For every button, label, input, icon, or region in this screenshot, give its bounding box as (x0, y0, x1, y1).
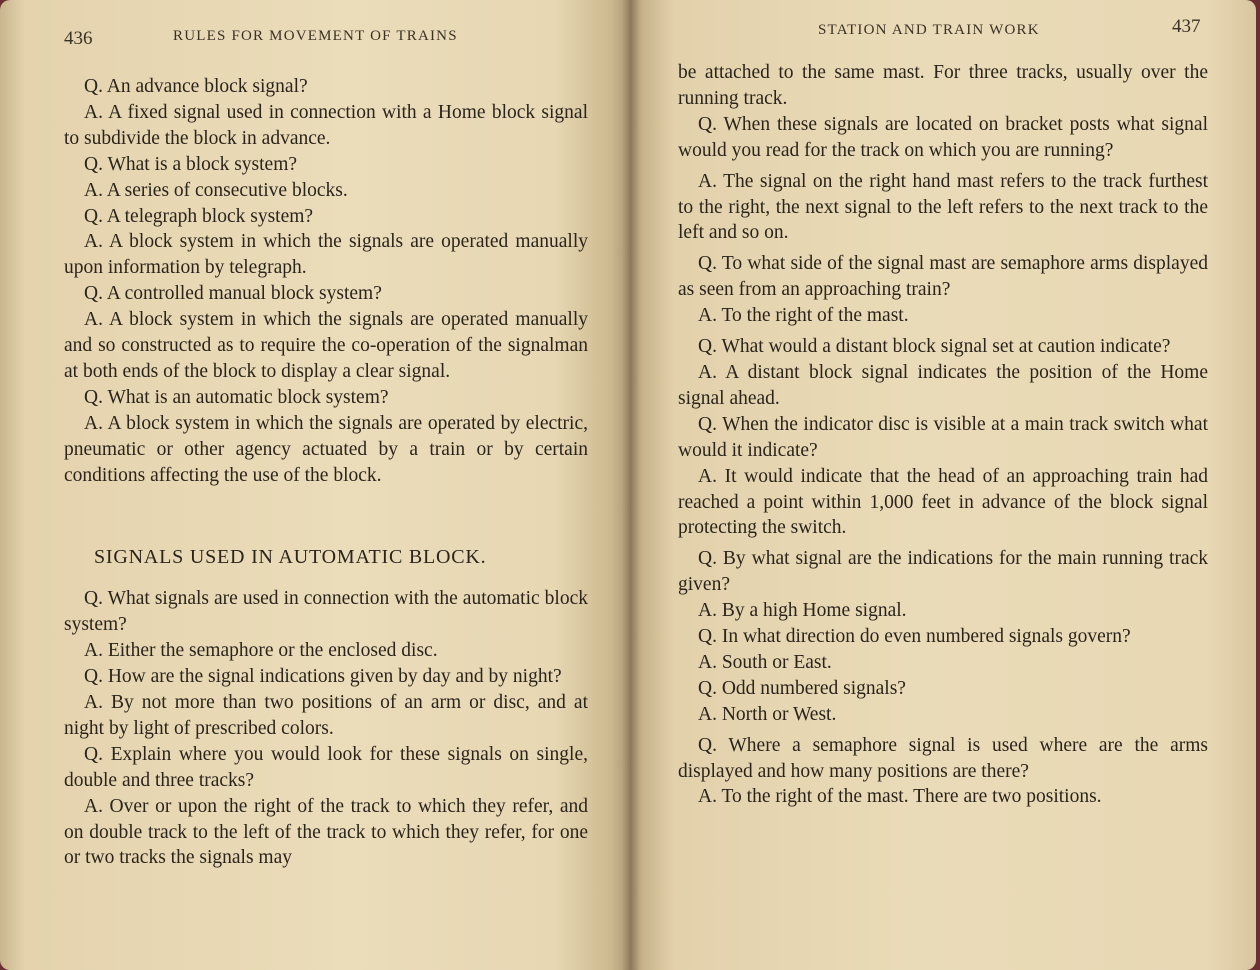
paragraph: Q. Where a semaphore signal is used where are the arms displayed and how many positions are there? (678, 734, 1208, 782)
paragraph: Q. When these signals are located on bracket posts what signal would you read for the track on which you are running? (678, 113, 1208, 161)
paragraph: Q. To what side of the signal mast are semaphore arms displayed as seen from an approaching train? (678, 253, 1208, 301)
right-running-head: STATION AND TRAIN WORK (818, 22, 1040, 38)
paragraph: A. Either the semaphore or the enclosed disc. (84, 640, 438, 662)
paragraph: A. To the right of the mast. There are two positions. (698, 786, 1102, 808)
paragraph: A. By a high Home signal. (698, 600, 907, 622)
paragraph: Q. What would a distant block signal set at caution indicate? (698, 336, 1171, 358)
paragraph: Q. What is an automatic block system? (84, 386, 389, 408)
paragraph: Q. When the indicator disc is visible at a main track switch what would it indicate? (678, 413, 1208, 461)
paragraph: A. South or East. (698, 651, 832, 673)
paragraph: A. The signal on the right hand mast refers to the track furthest to the right, the next signal to the left refers to the next track to the left and so on. (678, 170, 1208, 244)
paragraph: A. It would indicate that the head of an approaching train had reached a point within 1,000 feet in advance of the block signal protecting the switch. (678, 465, 1208, 539)
left-page-number: 436 (64, 28, 93, 49)
right-page (630, 0, 1256, 970)
paragraph: Q. Odd numbered signals? (698, 677, 906, 699)
paragraph: Q. A telegraph block system? (84, 205, 314, 227)
paragraph: A. A block system in which the signals are operated manually and so constructed as to require the co-operation of the signalman at both ends of the block to display a clear signal. (64, 309, 588, 382)
paragraph: Q. By what signal are the indications for the main running track given? (678, 548, 1208, 596)
paragraph: Q. In what direction do even numbered signals govern? (698, 626, 1131, 648)
paragraph: Q. An advance block signal? (84, 76, 308, 97)
paragraph: A. Over or upon the right of the track to which they refer, and on double track to the left of the track to which they refer, for one or two tracks the signals may (64, 795, 588, 869)
paragraph: A. A distant block signal indicates the position of the Home signal ahead. (678, 361, 1208, 409)
paragraph: A. To the right of the mast. (698, 305, 909, 327)
left-text-block (64, 74, 588, 871)
paragraph: Q. What is a block system? (84, 153, 298, 175)
paragraph: A. A block system in which the signals are operated manually upon information by telegraph. (64, 231, 588, 279)
paragraph: A. A block system in which the signals are operated by electric, pneumatic or other agency actuated by a train or by certain conditions affecting the use of the block. (64, 412, 588, 486)
right-page-number: 437 (1172, 16, 1201, 37)
paragraph: A. A series of consecutive blocks. (84, 179, 348, 201)
paragraph: Q. A controlled manual block system? (84, 283, 382, 305)
paragraph: Q. How are the signal indications given by day and by night? (84, 666, 562, 688)
section-heading: SIGNALS USED IN AUTOMATIC BLOCK. (94, 545, 487, 568)
paragraph-continuation: be attached to the same mast. For three tracks, usually over the running track. (678, 62, 1208, 109)
right-text-block (678, 60, 1208, 810)
paragraph: A. By not more than two positions of an arm or disc, and at night by light of prescribed colors. (64, 692, 588, 739)
paragraph: Q. Explain where you would look for these signals on single, double and three tracks? (64, 743, 588, 791)
paragraph: Q. What signals are used in connection with the automatic block system? (64, 588, 588, 636)
paragraph: A. North or West. (698, 703, 837, 725)
book-gutter (622, 0, 638, 970)
left-running-head: RULES FOR MOVEMENT OF TRAINS (173, 28, 458, 44)
paragraph: A. A fixed signal used in connection with a Home block signal to subdivide the block in advance. (64, 101, 588, 149)
